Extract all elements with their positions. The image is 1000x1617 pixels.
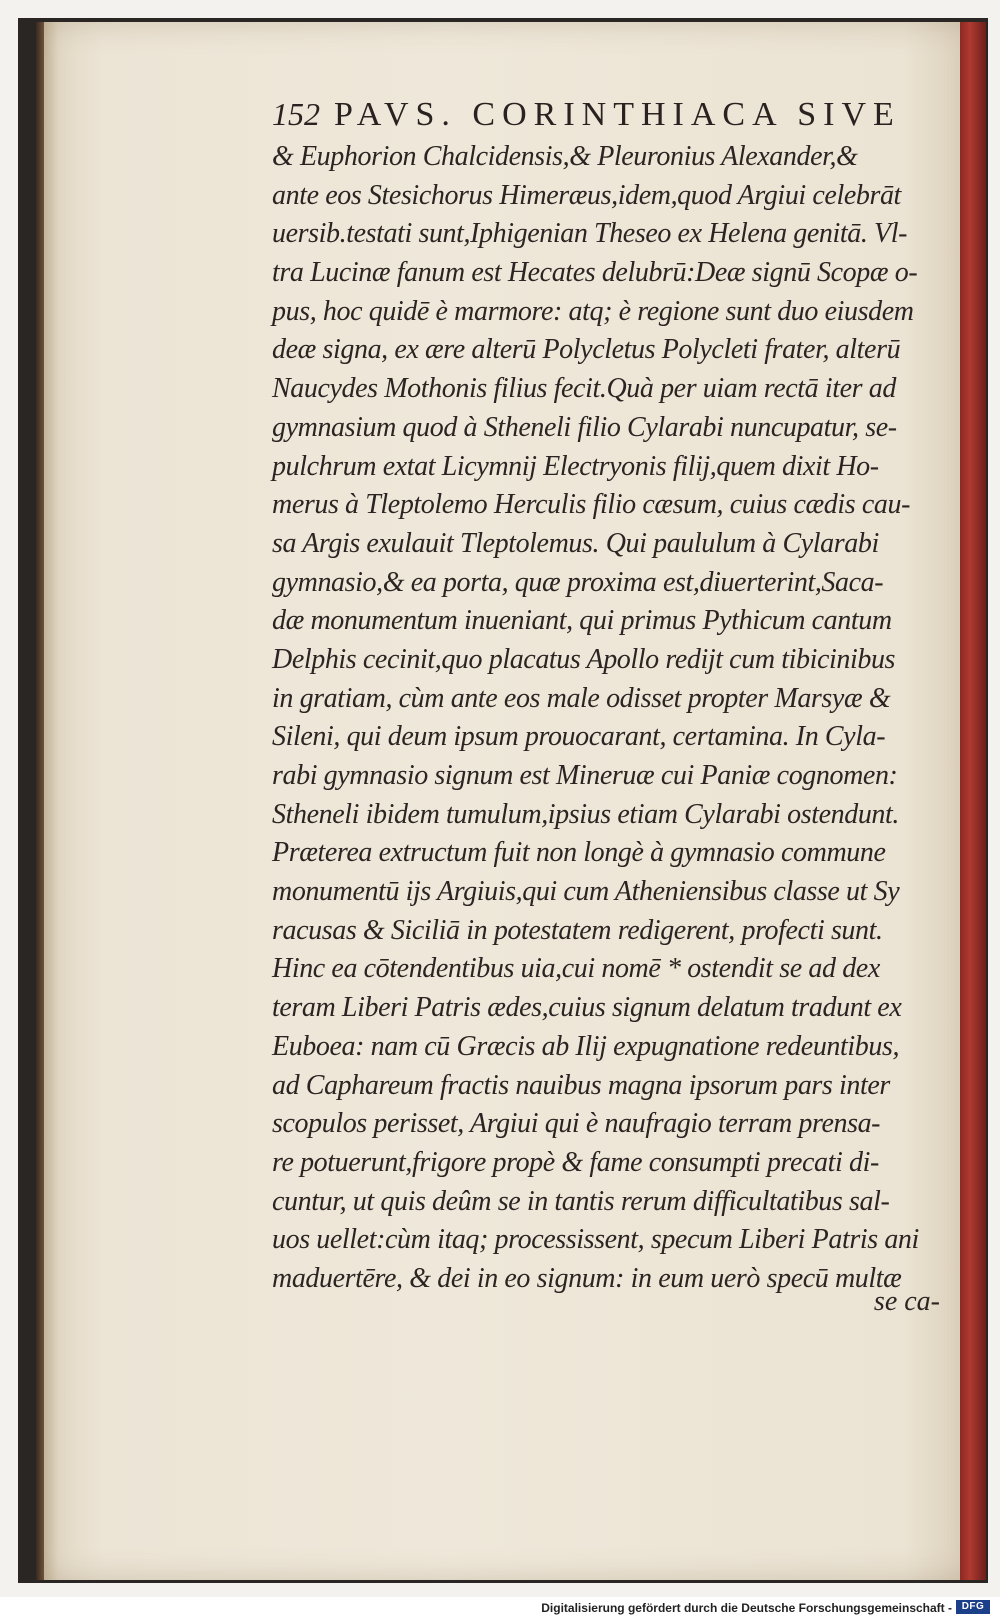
text-line: teram Liberi Patris ædes,cuius signum delatum tradunt ex [272, 992, 902, 1024]
funding-notice: Digitalisierung gefördert durch die Deutsche Forschungsgemeinschaft - [541, 1601, 952, 1615]
text-line: cuntur, ut quis deûm se in tantis rerum difficultatibus sal- [272, 1185, 890, 1217]
dfg-logo: DFG [956, 1600, 990, 1614]
text-line: deæ signa, ex ære alterū Polycletus Polycleti frater, alterū [272, 334, 901, 366]
text-line: pus, hoc quidē è marmore: atq; è regione sunt duo eiusdem [272, 295, 914, 327]
text-line: Præterea extructum fuit non longè à gymnasio commune [272, 837, 886, 869]
text-line: tra Lucinæ fanum est Hecates delubrū:Deæ signū Scopæ o- [272, 257, 918, 289]
catchword: se ca- [873, 1286, 940, 1317]
text-line: gymnasio,& ea porta, quæ proxima est,diuerterint,Saca- [272, 566, 884, 598]
text-line: monumentū ijs Argiuis,qui cum Atheniensibus classe ut Sy [272, 876, 900, 908]
text-line: Sileni, qui deum ipsum prouocarant, certamina. In Cyla- [272, 721, 886, 753]
text-line: scopulos perisset, Argiui qui è naufragio terram prensa- [272, 1108, 881, 1140]
text-line: in gratiam, cùm ante eos male odisset propter Marsyæ & [272, 682, 891, 714]
text-line: uersib.testati sunt,Iphigenian Theseo ex Helena genitā. Vl- [272, 218, 908, 250]
body-text [272, 138, 942, 1299]
text-line: pulchrum extat Licymnij Electryonis filij,quem dixit Ho- [272, 450, 879, 482]
text-line: Naucydes Mothonis filius fecit.Quà per uiam rectā iter ad [272, 373, 896, 405]
page-number: 152 [272, 96, 320, 132]
text-line: rabi gymnasio signum est Mineruæ cui Paniæ cognomen: [272, 760, 898, 791]
text-line: re potuerunt,frigore propè & fame consumpti precati di- [272, 1146, 879, 1178]
text-line: dæ monumentum inueniant, qui primus Pythicum cantum [272, 605, 892, 637]
text-line: ante eos Stesichorus Himeræus,idem,quod Argiui celebrāt [272, 179, 901, 211]
text-line: Hinc ea cōtendentibus uia,cui nomē * ostendit se ad dex [272, 953, 880, 985]
page-red-edge [960, 22, 986, 1580]
text-line: gymnasium quod à Stheneli filio Cylarabi nuncupatur, se- [272, 411, 897, 443]
text-line: racusas & Siciliā in potestatem redigerent, profecti sunt. [272, 914, 883, 946]
page-header [272, 96, 922, 136]
text-line: & Euphorion Chalcidensis,& Pleuronius Alexander,& [272, 141, 858, 172]
text-line: Euboea: nam cū Græcis ab Ilij expugnatione redeuntibus, [272, 1030, 900, 1062]
text-line: ad Caphareum fractis nauibus magna ipsorum pars inter [272, 1069, 890, 1101]
text-line: uos uellet:cùm itaq; processissent, specum Liberi Patris ani [272, 1224, 919, 1256]
text-line: maduertēre, & dei in eo signum: in eum uerò specū multæ [272, 1262, 902, 1294]
text-line: Stheneli ibidem tumulum,ipsius etiam Cylarabi ostendunt. [272, 798, 900, 830]
text-line: merus à Tleptolemo Herculis filio cæsum, cuius cædis cau- [272, 489, 910, 521]
text-line: Delphis cecinit,quo placatus Apollo redijt cum tibicinibus [272, 643, 896, 675]
text-line: sa Argis exulauit Tleptolemus. Qui paululum à Cylarabi [272, 527, 879, 559]
running-title: PAVS. CORINTHIACA SIVE [334, 96, 901, 133]
